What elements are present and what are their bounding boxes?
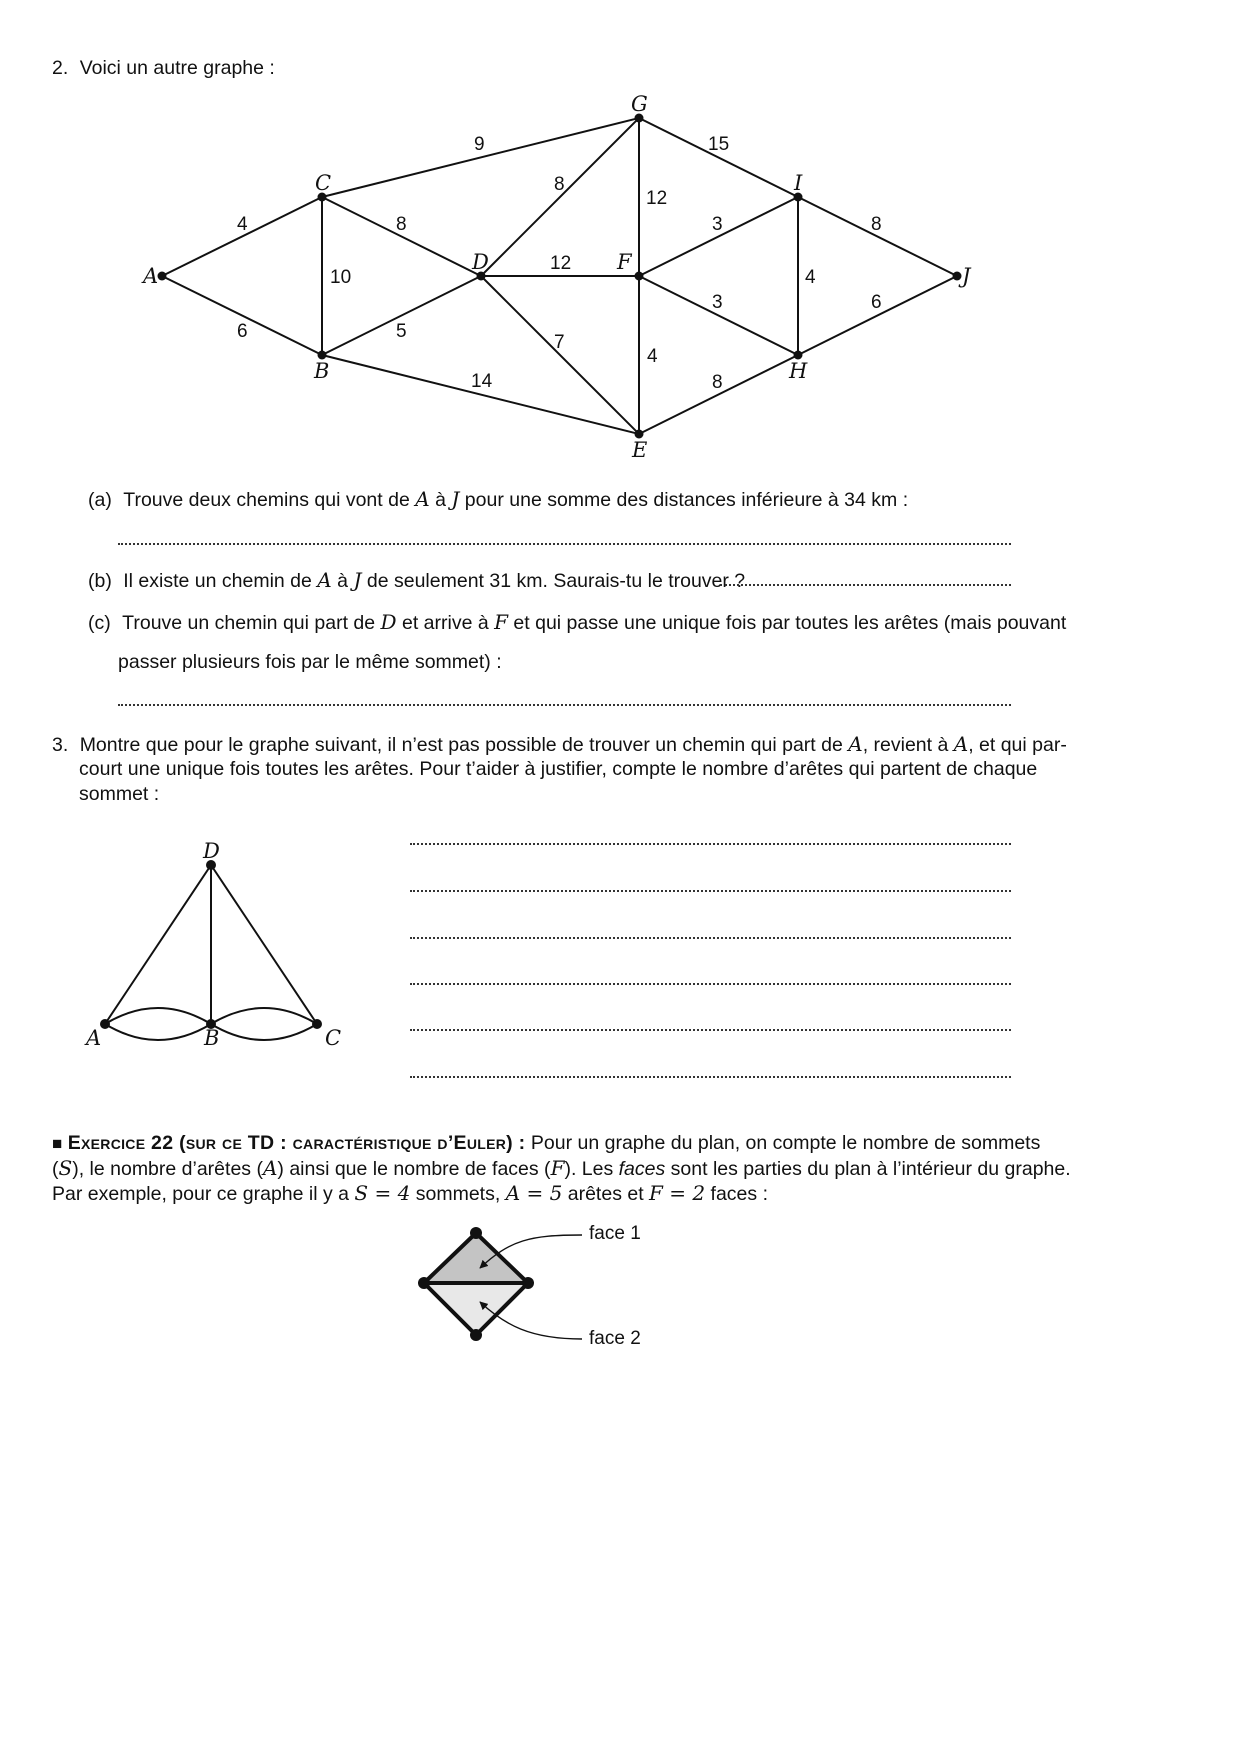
q3-line1 <box>52 731 1067 759</box>
q2b-t2: à <box>331 570 354 592</box>
answer-line-q3-4[interactable] <box>410 983 1011 985</box>
ex22-l2d: ). Les <box>564 1158 619 1180</box>
ex22-l1: Pour un graphe du plan, on compte le nombre de sommets <box>525 1132 1041 1154</box>
label-A: A <box>86 1026 102 1050</box>
ex22-l3c: arêtes et <box>562 1183 650 1205</box>
ex22-line2 <box>52 1155 1071 1183</box>
vertex-J <box>953 272 962 281</box>
edge-BC-lower <box>211 1024 317 1040</box>
q2b-t1: Il existe un chemin de <box>123 570 318 592</box>
q2b-v2: J <box>353 568 362 592</box>
q2b-t3: de seulement 31 km. Saurais-tu le trouver ? <box>361 570 746 592</box>
ex22-bullet: ■ <box>52 1134 63 1153</box>
label-A: A <box>143 264 159 288</box>
edge-AB-lower <box>105 1024 211 1040</box>
answer-line-q3-2[interactable] <box>410 890 1011 892</box>
edge-IJ <box>798 197 957 276</box>
q3-line3: sommet : <box>79 783 160 805</box>
ex22-l2F: F <box>550 1156 565 1180</box>
q3-number: 3. <box>52 734 69 756</box>
edge-EH <box>639 355 798 434</box>
edge-BE <box>322 355 639 434</box>
q3-l1b: , revient à <box>862 734 954 756</box>
q2c-label: (c) <box>88 612 111 634</box>
weight-IH: 4 <box>805 267 816 288</box>
ex22-l2A: A <box>262 1156 278 1180</box>
vertex-top <box>470 1227 482 1239</box>
q2c-line2: passer plusieurs fois par le même sommet) : <box>118 651 502 673</box>
edge-GI <box>639 118 798 197</box>
vertex-right <box>522 1277 534 1289</box>
label-B: B <box>204 1026 220 1050</box>
q2c-t3: et qui passe une unique fois par toutes les arêtes (mais pouvant <box>508 612 1067 634</box>
vertex-bottom <box>470 1329 482 1341</box>
ex22-title: Exercice 22 (sur ce TD : caractéristique d’Euler) : <box>67 1132 526 1154</box>
weight-BD: 5 <box>396 321 407 342</box>
answer-line-q3-1[interactable] <box>410 843 1011 845</box>
q3-l1c: , et qui par- <box>968 734 1067 756</box>
edge-CG <box>322 118 639 197</box>
ex22-l3S: S = 4 <box>354 1181 411 1205</box>
face-2 <box>424 1283 528 1335</box>
q2a-v1: A <box>415 487 430 511</box>
edge-CD <box>211 865 317 1024</box>
q2-number: 2. <box>52 57 69 79</box>
multigraph <box>60 830 380 1060</box>
faces-figure <box>400 1215 660 1355</box>
answer-line-q3-5[interactable] <box>410 1029 1011 1031</box>
label-B: B <box>314 359 330 383</box>
ex22-l2e: sont les parties du plan à l’intérieur du graphe. <box>665 1158 1071 1180</box>
face-2-label: face 2 <box>589 1328 641 1349</box>
label-D: D <box>472 250 489 274</box>
weight-GI: 15 <box>708 134 730 155</box>
q3-l1v2: A <box>953 732 969 756</box>
answer-line-q2c[interactable] <box>118 704 1011 706</box>
vertex-A <box>158 272 167 281</box>
ex22-l2S: S <box>58 1156 73 1180</box>
q3-l1v1: A <box>848 732 863 756</box>
ex22-l3F: F = 2 <box>649 1181 706 1205</box>
face-1 <box>424 1233 528 1283</box>
label-G: G <box>631 92 648 116</box>
q2-intro: Voici un autre graphe : <box>79 57 275 79</box>
edge-BC-upper <box>211 1008 317 1024</box>
vertex-C <box>312 1019 322 1029</box>
label-I: I <box>794 171 803 195</box>
weight-IJ: 8 <box>871 214 882 235</box>
q2c-v1: D <box>380 610 397 634</box>
answer-line-q3-6[interactable] <box>410 1076 1011 1078</box>
edge-FH <box>639 276 798 355</box>
q2a-label: (a) <box>88 489 112 511</box>
label-C: C <box>315 171 332 195</box>
vertex-left <box>418 1277 430 1289</box>
answer-line-q2b[interactable] <box>720 584 1011 586</box>
weight-BE: 14 <box>471 371 493 392</box>
ex22-l3d: faces : <box>705 1183 768 1205</box>
edge-AC <box>162 197 322 276</box>
q2a-text <box>88 486 908 514</box>
weight-DE: 7 <box>554 332 565 353</box>
ex22-l2b: ), le nombre d’arêtes ( <box>72 1158 263 1180</box>
weighted-graph <box>0 0 1240 520</box>
label-H: H <box>789 359 808 383</box>
q3-line2: court une unique fois toutes les arêtes. Pour t’aider à justifier, compte le nombre d’arêtes qui partent de chaque <box>79 758 1038 780</box>
q2c-v2: F <box>494 610 508 634</box>
label-J: J <box>962 264 971 288</box>
weight-GF: 12 <box>646 188 668 209</box>
weight-CG: 9 <box>474 134 485 155</box>
weight-AC: 4 <box>237 214 248 235</box>
label-D: D <box>203 839 220 863</box>
q2a-t2: à <box>429 489 452 511</box>
edge-CD <box>322 197 481 276</box>
ex22-l3b: sommets, <box>410 1183 506 1205</box>
weight-FH: 3 <box>712 292 723 313</box>
q2b-label: (b) <box>88 570 112 592</box>
q2c-t2: et arrive à <box>396 612 495 634</box>
answer-line-q2a[interactable] <box>118 543 1011 545</box>
weight-CD: 8 <box>396 214 407 235</box>
q2b-v1: A <box>317 568 332 592</box>
q2a-t1: Trouve deux chemins qui vont de <box>123 489 416 511</box>
q2a-v2: J <box>451 487 460 511</box>
ex22-l3a: Par exemple, pour ce graphe il y a <box>52 1183 355 1205</box>
q3-l1a: Montre que pour le graphe suivant, il n’est pas possible de trouver un chemin qui part de <box>79 734 849 756</box>
q2c-t1: Trouve un chemin qui part de <box>122 612 381 634</box>
ex22-l2a: ( <box>52 1158 59 1180</box>
ex22-l2c: ) ainsi que le nombre de faces ( <box>277 1158 551 1180</box>
edge-DE <box>481 276 639 434</box>
q2c-text <box>88 609 1066 637</box>
vertex-A <box>100 1019 110 1029</box>
weight-FE: 4 <box>647 346 658 367</box>
ex22-line3 <box>52 1180 768 1208</box>
face-1-label: face 1 <box>589 1223 641 1244</box>
weight-FI: 3 <box>712 214 723 235</box>
q2b-text <box>88 567 745 595</box>
label-C: C <box>325 1026 342 1050</box>
edge-HJ <box>798 276 957 355</box>
ex22-l3A: A = 5 <box>505 1181 563 1205</box>
answer-line-q3-3[interactable] <box>410 937 1011 939</box>
label-F: F <box>617 250 632 274</box>
weight-AB: 6 <box>237 321 248 342</box>
edge-AB <box>162 276 322 355</box>
q2a-t3: pour une somme des distances inférieure à 34 km : <box>459 489 909 511</box>
weight-DF: 12 <box>550 253 572 274</box>
weight-EH: 8 <box>712 372 723 393</box>
edge-AB-upper <box>105 1008 211 1024</box>
ex22-l2faces: faces <box>618 1158 666 1180</box>
weight-CB: 10 <box>330 267 352 288</box>
weight-HJ: 6 <box>871 292 882 313</box>
weight-DG: 8 <box>554 174 565 195</box>
label-E: E <box>632 438 648 462</box>
vertex-F <box>635 272 644 281</box>
edge-AD <box>105 865 211 1024</box>
ex22-line1 <box>52 1130 1040 1157</box>
